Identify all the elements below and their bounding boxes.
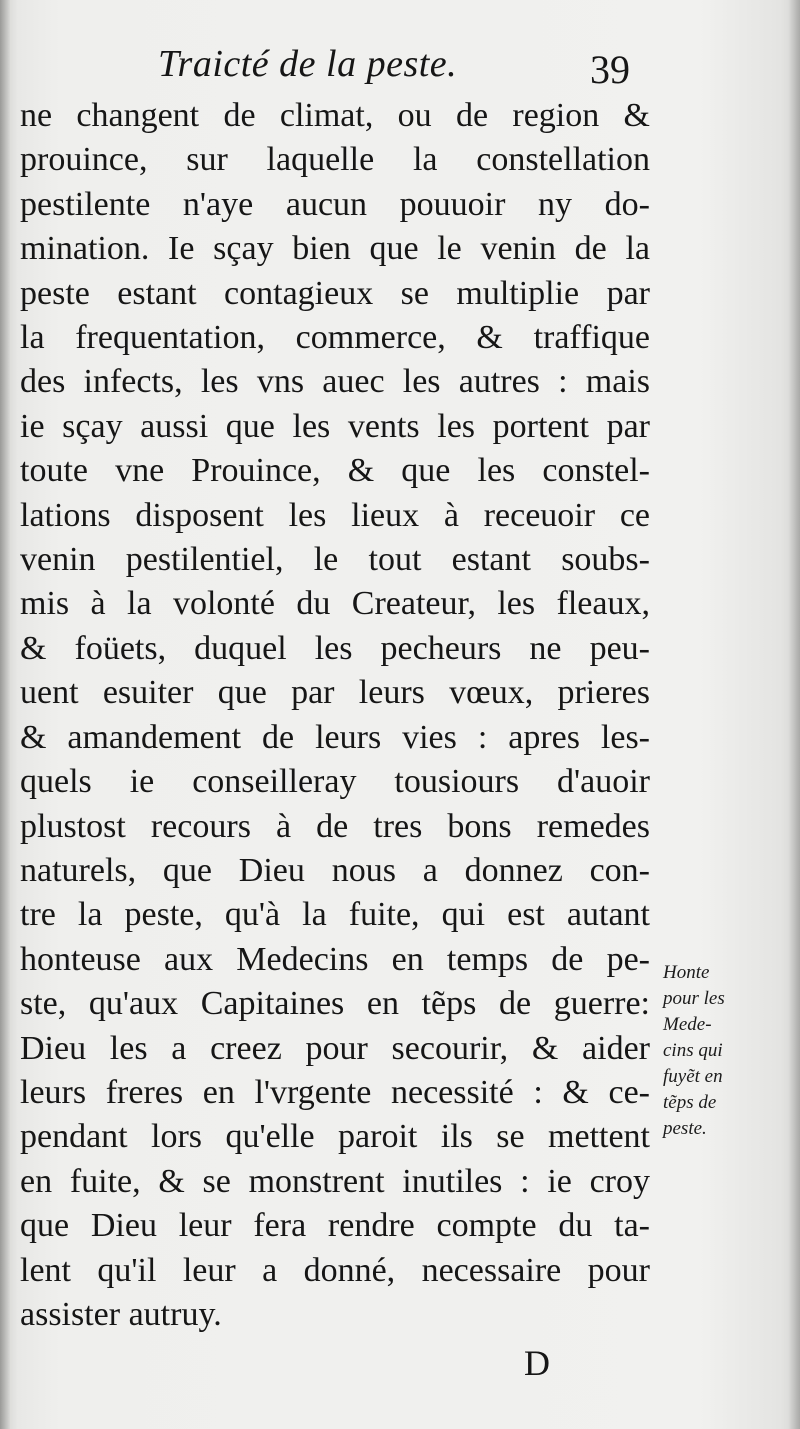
text-line: peste estant contagieux se multiplie par xyxy=(20,274,650,312)
marginal-note-line: fuyẽt en xyxy=(663,1066,723,1087)
text-line: ne changent de climat, ou de region & xyxy=(20,97,650,134)
page-number: 39 xyxy=(590,47,630,92)
text-line: mination. Ie sçay bien que le venin de la xyxy=(20,230,650,268)
bleed-through-marginalia xyxy=(668,690,768,718)
page-edge-shadow xyxy=(788,0,800,1429)
text-line: naturels, que Dieu nous a donnez con- xyxy=(20,851,650,889)
body-text xyxy=(20,94,650,1337)
text-line: la frequentation, commerce, & traffique xyxy=(20,319,650,357)
page-gutter-shadow xyxy=(0,0,10,1429)
bleed-through-mark xyxy=(668,690,768,718)
text-line: leurs freres en l'vrgente necessité : & ce- xyxy=(20,1073,650,1111)
text-line: en fuite, & se monstrent inutiles : ie croy xyxy=(20,1162,650,1200)
text-line: uent esuiter que par leurs vœux, prieres xyxy=(20,674,650,712)
running-head-title: Traicté de la peste. xyxy=(158,43,458,85)
text-line: lent qu'il leur a donné, necessaire pour xyxy=(20,1251,650,1289)
text-line: quels ie conseilleray tousiours d'auoir xyxy=(20,763,650,801)
text-line-last: assister autruy. xyxy=(20,1295,222,1333)
text-line: & amandement de leurs vies : apres les- xyxy=(20,718,650,756)
text-line: & foüets, duquel les pecheurs ne peu- xyxy=(20,629,650,667)
signature-mark: D xyxy=(524,1343,550,1383)
text-line: prouince, sur laquelle la constellation xyxy=(20,141,650,179)
marginal-note-line: cins qui xyxy=(663,1040,723,1061)
text-line: plustost recours à de tres bons remedes xyxy=(20,807,650,845)
text-line: ste, qu'aux Capitaines en tẽps de guerre: xyxy=(20,985,650,1023)
running-head xyxy=(150,42,630,92)
marginal-note-line: tẽps de xyxy=(663,1092,717,1113)
text-line: pendant lors qu'elle paroit ils se mettent xyxy=(20,1118,650,1156)
text-line: Dieu les a creez pour secourir, & aider xyxy=(20,1029,650,1067)
text-line: honteuse aux Medecins en temps de pe- xyxy=(20,940,650,978)
text-line: que Dieu leur fera rendre compte du ta- xyxy=(20,1207,650,1245)
marginal-note-line: Mede- xyxy=(663,1014,712,1035)
text-line: tre la peste, qu'à la fuite, qui est autant xyxy=(20,896,650,934)
marginal-note-line: Honte xyxy=(663,962,710,983)
text-line: venin pestilentiel, le tout estant soubs- xyxy=(20,541,650,579)
text-line: des infects, les vns auec les autres : mais xyxy=(20,363,650,401)
text-line: toute vne Prouince, & que les constel- xyxy=(20,452,650,490)
text-line: ie sçay aussi que les vents les portent par xyxy=(20,407,650,445)
marginal-note-line: peste. xyxy=(663,1118,707,1139)
text-line: mis à la volonté du Createur, les fleaux, xyxy=(20,585,650,623)
marginal-note xyxy=(663,960,773,1142)
text-line: pestilente n'aye aucun pouuoir ny do- xyxy=(20,185,650,223)
marginal-note-line: pour les xyxy=(663,988,725,1009)
text-line: lations disposent les lieux à receuoir ce xyxy=(20,496,650,534)
